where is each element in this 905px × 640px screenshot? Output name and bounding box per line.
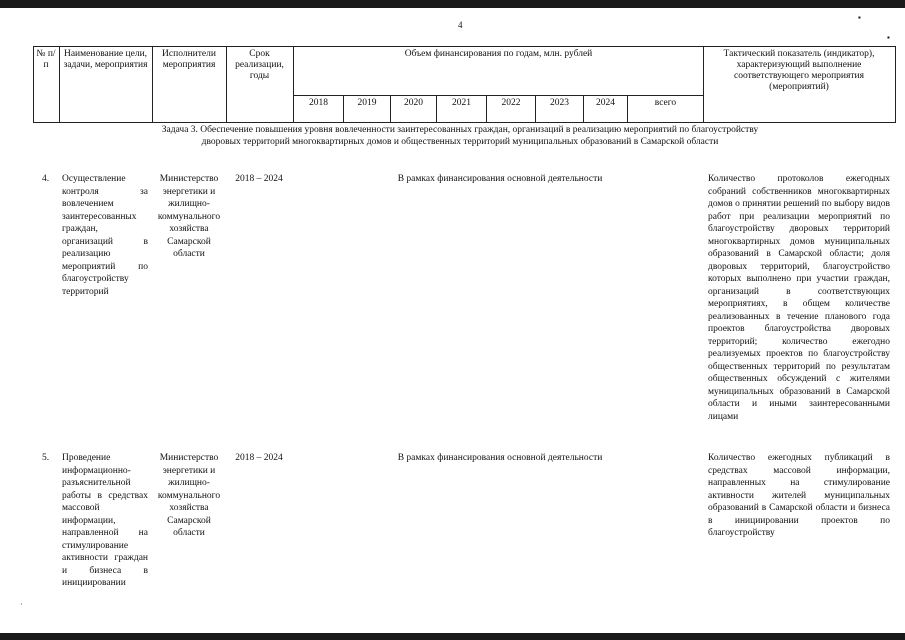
row-term: 2018 – 2024: [235, 453, 283, 463]
year-2019: 2019: [357, 98, 377, 108]
row-executor: Министерство энергетики и жилищно-коммунального хозяйства Самарской области: [157, 453, 221, 538]
scan-speck: ▪: [887, 33, 890, 42]
year-2021: 2021: [452, 98, 471, 108]
year-2020: 2020: [404, 98, 423, 108]
year-2023: 2023: [550, 98, 569, 108]
row-indicator: Количество ежегодных публикаций в средствах массовой информации, направленных на стимулирование активности жителей муниципальных образований в Самарской области и бизнеса в инициировании проектов по благоустройству: [708, 453, 890, 538]
row-number: 5.: [42, 453, 50, 463]
row-indicator: Количество протоколов ежегодных собраний собственников многоквартирных домов о принятии решений по выбору видов работ при реализации мероприятий по благоустройству дворовых территорий многоквартирных домов муниципальных образований в Самарской области; доля дворовых территорий, благоустройство которых выполнено при участии граждан, организаций в соответствующих мероприятиях, в общем количестве реализованных в течение планового года проектов благоустройства дворовых территорий; количество ежегодно реализуемых проектов по благоустройству общественных территорий по результатам общественных обсуждений с жителями муниципальных образований в Самарской области и иными заинтересованными лицами: [708, 174, 890, 422]
row-measure-name: Проведение информационно-разъяснительной работы в средствах массовой информации, направленной на стимулирование активности граждан и бизнеса в инициировании: [62, 453, 148, 588]
header-financing: Объем финансирования по годам, млн. рублей: [404, 49, 593, 59]
row-executor: Министерство энергетики и жилищно-коммунального хозяйства Самарской области: [157, 174, 221, 259]
row-measure-name: Осуществление контроля за вовлечением заинтересованных граждан, организаций в реализацию мероприятий по благоустройству территорий: [62, 174, 148, 297]
header-term: Срок реализации, годы: [235, 49, 284, 81]
header-name: Наименование цели, задачи, мероприятия: [63, 49, 148, 70]
year-2022: 2022: [501, 98, 521, 108]
year-2024: 2024: [596, 98, 615, 108]
year-2018: 2018: [309, 98, 328, 108]
row-financing: В рамках финансирования основной деятельности: [397, 174, 603, 184]
scan-top-edge: [0, 0, 905, 8]
year-total: всего: [654, 98, 677, 108]
header-executors: Исполнители мероприятия: [162, 49, 216, 70]
header-number: № п/п: [36, 49, 56, 70]
row-number: 4.: [42, 174, 50, 184]
scan-speck: ▪: [858, 13, 861, 22]
row-term: 2018 – 2024: [235, 174, 283, 184]
scan-speck: ·: [20, 600, 23, 609]
page-number: 4: [458, 20, 463, 30]
scan-bottom-edge: [0, 633, 905, 640]
header-indicator: Тактический показатель (индикатор), характеризующий выполнение соответствующего мероприятия (мероприятий): [723, 49, 875, 92]
task-title: Задача 3. Обеспечение повышения уровня вовлеченности заинтересованных граждан, организаций в реализацию мероприятий по благоустройству дворовых территорий многоквартирных домов и общественных территорий муниципальных образований в Самарской области: [161, 125, 759, 147]
row-financing: В рамках финансирования основной деятельности: [397, 453, 603, 463]
